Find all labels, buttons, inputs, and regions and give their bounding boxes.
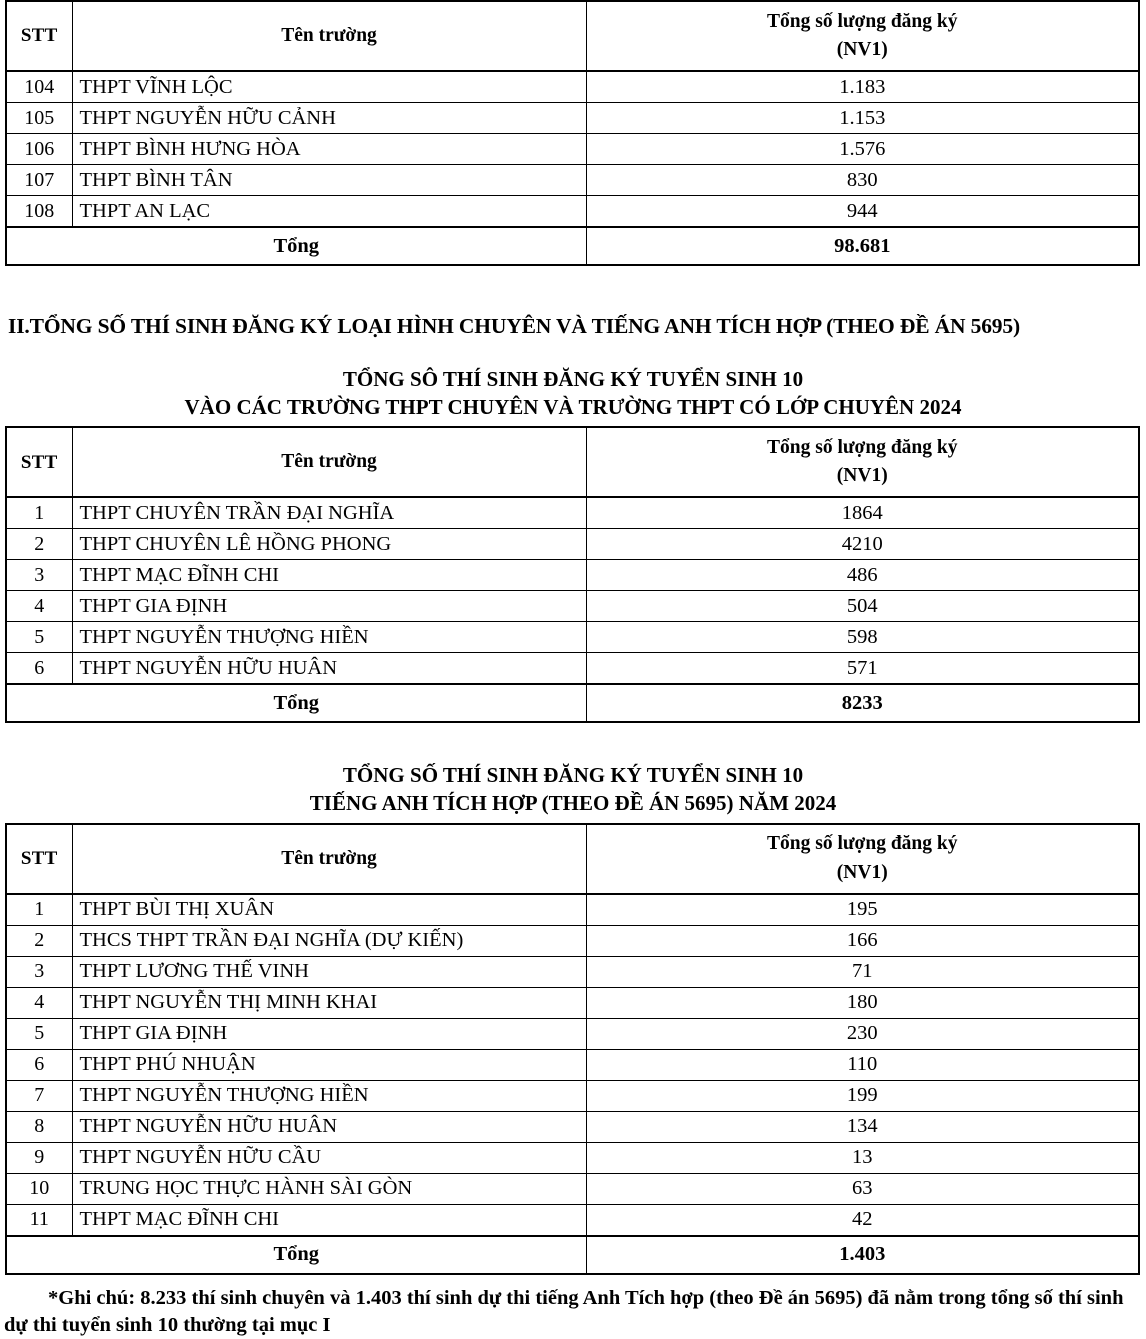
section-heading-ii: II.TỔNG SỐ THÍ SINH ĐĂNG KÝ LOẠI HÌNH CHUYÊN VÀ TIẾNG ANH TÍCH HỢP (THEO ĐỀ ÁN 5695): [0, 314, 1146, 339]
table-body: [6, 497, 1139, 684]
table-row: [6, 653, 1139, 685]
table-row: [6, 1080, 1139, 1111]
cell-total-registrations: 110: [586, 1049, 1139, 1080]
total-label: Tổng: [6, 684, 586, 722]
table-row: [6, 103, 1139, 134]
footnote-line2: trong tổng số thí sinh dự thi tuyển sinh 10 thường tại mục I: [4, 1287, 1123, 1336]
cell-stt: 2: [6, 925, 72, 956]
table-specialized-schools: [5, 426, 1140, 723]
cell-stt: 4: [6, 987, 72, 1018]
footnote: [0, 1285, 1146, 1339]
cell-school-name: THPT NGUYỄN HỮU HUÂN: [72, 653, 586, 685]
cell-total-registrations: 13: [586, 1142, 1139, 1173]
cell-stt: 5: [6, 1018, 72, 1049]
table-header: [6, 1, 1139, 71]
table2-title-line2: VÀO CÁC TRƯỜNG THPT CHUYÊN VÀ TRƯỜNG THPT CÓ LỚP CHUYÊN 2024: [0, 393, 1146, 421]
table-row: [6, 1049, 1139, 1080]
cell-school-name: THPT BÌNH HƯNG HÒA: [72, 134, 586, 165]
table-row: [6, 1018, 1139, 1049]
cell-stt: 9: [6, 1142, 72, 1173]
table-row: [6, 987, 1139, 1018]
header-row: [6, 1, 1139, 71]
table-row: [6, 1204, 1139, 1236]
table-row: [6, 497, 1139, 529]
table-footer: [6, 1236, 1139, 1274]
table-row: [6, 560, 1139, 591]
cell-school-name: THPT NGUYỄN HỮU CẢNH: [72, 103, 586, 134]
cell-stt: 107: [6, 165, 72, 196]
table-body: [6, 71, 1139, 227]
cell-school-name: THCS THPT TRẦN ĐẠI NGHĨA (DỰ KIẾN): [72, 925, 586, 956]
total-label: Tổng: [6, 1236, 586, 1274]
table-row: [6, 71, 1139, 103]
column-header-school: Tên trường: [72, 427, 586, 497]
cell-stt: 10: [6, 1173, 72, 1204]
table-row: [6, 956, 1139, 987]
table-footer: [6, 684, 1139, 722]
table-row: [6, 894, 1139, 926]
cell-total-registrations: 63: [586, 1173, 1139, 1204]
cell-stt: 108: [6, 196, 72, 228]
column-header-total: [586, 1, 1139, 71]
column-header-total-line2: (NV1): [837, 39, 888, 60]
cell-stt: 104: [6, 71, 72, 103]
cell-total-registrations: 1.576: [586, 134, 1139, 165]
cell-school-name: THPT MẠC ĐĨNH CHI: [72, 1204, 586, 1236]
cell-stt: 7: [6, 1080, 72, 1111]
spacer: [0, 723, 1146, 761]
spacer: [0, 1275, 1146, 1285]
cell-total-registrations: 944: [586, 196, 1139, 228]
cell-school-name: THPT CHUYÊN LÊ HỒNG PHONG: [72, 529, 586, 560]
cell-total-registrations: 504: [586, 591, 1139, 622]
cell-school-name: THPT MẠC ĐĨNH CHI: [72, 560, 586, 591]
cell-total-registrations: 1864: [586, 497, 1139, 529]
table-row: [6, 529, 1139, 560]
cell-total-registrations: 134: [586, 1111, 1139, 1142]
table-body: [6, 894, 1139, 1236]
cell-school-name: THPT GIA ĐỊNH: [72, 1018, 586, 1049]
column-header-total: [586, 427, 1139, 497]
spacer: [0, 266, 1146, 314]
total-row: [6, 227, 1139, 265]
cell-school-name: THPT AN LẠC: [72, 196, 586, 228]
table2-title-line1: TỔNG SÔ THÍ SINH ĐĂNG KÝ TUYỂN SINH 10: [0, 365, 1146, 393]
table-row: [6, 622, 1139, 653]
column-header-total-line1: Tổng số lượng đăng ký: [767, 437, 958, 458]
table3-title-line2: TIẾNG ANH TÍCH HỢP (THEO ĐỀ ÁN 5695) NĂM 2024: [0, 789, 1146, 817]
table-row: [6, 1173, 1139, 1204]
cell-school-name: TRUNG HỌC THỰC HÀNH SÀI GÒN: [72, 1173, 586, 1204]
column-header-stt: STT: [6, 1, 72, 71]
table-row: [6, 196, 1139, 228]
cell-school-name: THPT NGUYỄN THƯỢNG HIỀN: [72, 622, 586, 653]
cell-stt: 4: [6, 591, 72, 622]
cell-school-name: THPT NGUYỄN HỮU HUÂN: [72, 1111, 586, 1142]
cell-school-name: THPT BÙI THỊ XUÂN: [72, 894, 586, 926]
total-value: 8233: [586, 684, 1139, 722]
cell-school-name: THPT VĨNH LỘC: [72, 71, 586, 103]
cell-school-name: THPT NGUYỄN THỊ MINH KHAI: [72, 987, 586, 1018]
cell-total-registrations: 42: [586, 1204, 1139, 1236]
table-header: [6, 824, 1139, 894]
cell-stt: 105: [6, 103, 72, 134]
cell-total-registrations: 195: [586, 894, 1139, 926]
column-header-total-line1: Tổng số lượng đăng ký: [767, 11, 958, 32]
column-header-stt: STT: [6, 427, 72, 497]
cell-school-name: THPT GIA ĐỊNH: [72, 591, 586, 622]
cell-stt: 1: [6, 894, 72, 926]
cell-stt: 2: [6, 529, 72, 560]
cell-total-registrations: 1.153: [586, 103, 1139, 134]
table2-title: [0, 365, 1146, 421]
header-row: [6, 427, 1139, 497]
column-header-school: Tên trường: [72, 824, 586, 894]
cell-total-registrations: 166: [586, 925, 1139, 956]
table-row: [6, 591, 1139, 622]
cell-total-registrations: 4210: [586, 529, 1139, 560]
cell-total-registrations: 571: [586, 653, 1139, 685]
column-header-stt: STT: [6, 824, 72, 894]
cell-total-registrations: 830: [586, 165, 1139, 196]
cell-school-name: THPT NGUYỄN THƯỢNG HIỀN: [72, 1080, 586, 1111]
total-label: Tổng: [6, 227, 586, 265]
cell-school-name: THPT LƯƠNG THẾ VINH: [72, 956, 586, 987]
table-footer: [6, 227, 1139, 265]
column-header-total: [586, 824, 1139, 894]
table-general-registration: [5, 0, 1140, 266]
table-row: [6, 1111, 1139, 1142]
table-row: [6, 134, 1139, 165]
cell-total-registrations: 199: [586, 1080, 1139, 1111]
footnote-line1: *Ghi chú: 8.233 thí sinh chuyên và 1.403 thí sinh dự thi tiếng Anh Tích hợp (theo Đề án 5695) đã nằm: [4, 1287, 933, 1309]
table-row: [6, 165, 1139, 196]
column-header-school: Tên trường: [72, 1, 586, 71]
cell-total-registrations: 1.183: [586, 71, 1139, 103]
table3-title-line1: TỔNG SỐ THÍ SINH ĐĂNG KÝ TUYỂN SINH 10: [0, 761, 1146, 789]
cell-total-registrations: 598: [586, 622, 1139, 653]
table-header: [6, 427, 1139, 497]
cell-total-registrations: 180: [586, 987, 1139, 1018]
cell-stt: 106: [6, 134, 72, 165]
cell-total-registrations: 486: [586, 560, 1139, 591]
cell-school-name: THPT PHÚ NHUẬN: [72, 1049, 586, 1080]
table-row: [6, 925, 1139, 956]
cell-school-name: THPT BÌNH TÂN: [72, 165, 586, 196]
header-row: [6, 824, 1139, 894]
cell-stt: 6: [6, 1049, 72, 1080]
column-header-total-line2: (NV1): [837, 465, 888, 486]
cell-stt: 3: [6, 560, 72, 591]
total-value: 98.681: [586, 227, 1139, 265]
table-row: [6, 1142, 1139, 1173]
total-row: [6, 684, 1139, 722]
column-header-total-line1: Tổng số lượng đăng ký: [767, 833, 958, 854]
cell-total-registrations: 230: [586, 1018, 1139, 1049]
cell-school-name: THPT NGUYỄN HỮU CẦU: [72, 1142, 586, 1173]
cell-total-registrations: 71: [586, 956, 1139, 987]
table-integrated-english: [5, 823, 1140, 1275]
cell-stt: 8: [6, 1111, 72, 1142]
cell-stt: 6: [6, 653, 72, 685]
cell-stt: 1: [6, 497, 72, 529]
cell-stt: 11: [6, 1204, 72, 1236]
column-header-total-line2: (NV1): [837, 862, 888, 883]
cell-school-name: THPT CHUYÊN TRẦN ĐẠI NGHĨA: [72, 497, 586, 529]
total-row: [6, 1236, 1139, 1274]
total-value: 1.403: [586, 1236, 1139, 1274]
table3-title: [0, 761, 1146, 817]
spacer: [0, 339, 1146, 365]
cell-stt: 5: [6, 622, 72, 653]
cell-stt: 3: [6, 956, 72, 987]
